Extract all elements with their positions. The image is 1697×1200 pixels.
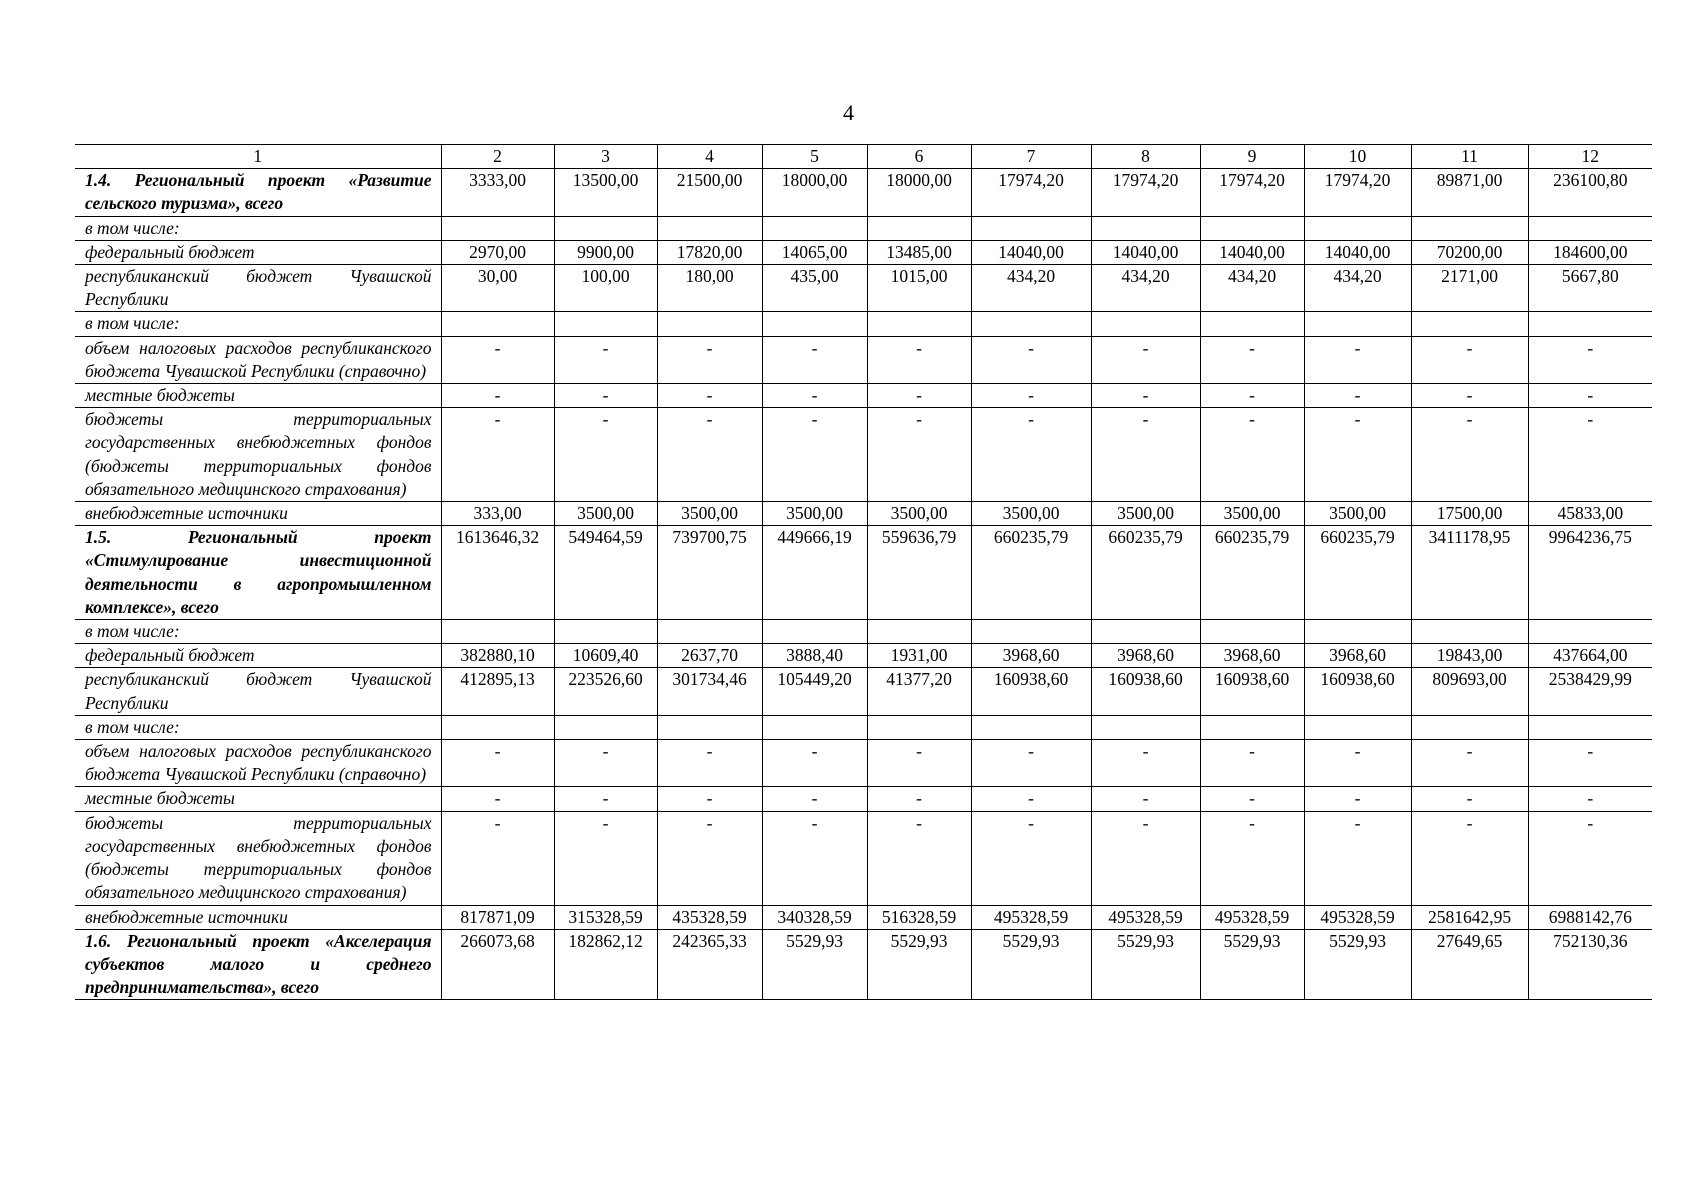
value-cell bbox=[762, 620, 867, 644]
value-cell: - bbox=[1200, 336, 1304, 383]
value-cell: 412895,13 bbox=[441, 668, 554, 715]
value-cell: - bbox=[971, 336, 1091, 383]
value-cell: 17974,20 bbox=[1200, 169, 1304, 216]
value-cell: 2970,00 bbox=[441, 240, 554, 264]
value-cell: - bbox=[867, 787, 971, 811]
value-cell bbox=[1304, 620, 1411, 644]
value-cell: - bbox=[762, 787, 867, 811]
value-cell bbox=[1200, 715, 1304, 739]
value-cell: - bbox=[1411, 384, 1528, 408]
value-cell bbox=[657, 620, 762, 644]
value-cell: 3333,00 bbox=[441, 169, 554, 216]
value-cell bbox=[971, 216, 1091, 240]
value-cell bbox=[441, 312, 554, 336]
value-cell: 495328,59 bbox=[971, 905, 1091, 929]
value-cell: 1613646,32 bbox=[441, 526, 554, 620]
value-cell bbox=[1411, 216, 1528, 240]
value-cell: 30,00 bbox=[441, 265, 554, 312]
value-cell: 559636,79 bbox=[867, 526, 971, 620]
value-cell: 21500,00 bbox=[657, 169, 762, 216]
value-cell bbox=[971, 620, 1091, 644]
value-cell: - bbox=[762, 740, 867, 787]
value-cell: 266073,68 bbox=[441, 929, 554, 1000]
value-cell: 10609,40 bbox=[554, 644, 657, 668]
value-cell: 3968,60 bbox=[1200, 644, 1304, 668]
value-cell: - bbox=[1411, 408, 1528, 502]
value-cell: 17820,00 bbox=[657, 240, 762, 264]
value-cell: - bbox=[867, 811, 971, 905]
value-cell: 3500,00 bbox=[1200, 502, 1304, 526]
value-cell bbox=[1200, 312, 1304, 336]
table-row bbox=[75, 384, 1652, 408]
header-cell-2: 2 bbox=[441, 145, 554, 169]
value-cell: 160938,60 bbox=[1200, 668, 1304, 715]
value-cell: 18000,00 bbox=[867, 169, 971, 216]
value-cell: - bbox=[1411, 336, 1528, 383]
value-cell: 1931,00 bbox=[867, 644, 971, 668]
value-cell: - bbox=[1200, 740, 1304, 787]
value-cell: 17974,20 bbox=[971, 169, 1091, 216]
page-number: 4 bbox=[843, 100, 854, 125]
value-cell: - bbox=[1200, 384, 1304, 408]
value-cell: 17500,00 bbox=[1411, 502, 1528, 526]
value-cell: 27649,65 bbox=[1411, 929, 1528, 1000]
value-cell: 434,20 bbox=[971, 265, 1091, 312]
value-cell: - bbox=[1304, 811, 1411, 905]
row-label: федеральный бюджет bbox=[75, 240, 441, 264]
row-label: местные бюджеты bbox=[75, 384, 441, 408]
row-label: федеральный бюджет bbox=[75, 644, 441, 668]
row-label: республиканский бюджет Чувашской Республики bbox=[75, 668, 441, 715]
value-cell bbox=[762, 715, 867, 739]
row-label: 1.6. Региональный проект «Акселерация субъектов малого и среднего предпринимательства», всего bbox=[75, 929, 441, 1000]
row-label: бюджеты территориальных государственных внебюджетных фондов (бюджеты территориальных фондов обязательного медицинского страхования) bbox=[75, 811, 441, 905]
value-cell: - bbox=[867, 336, 971, 383]
value-cell: 809693,00 bbox=[1411, 668, 1528, 715]
value-cell bbox=[1304, 216, 1411, 240]
value-cell: 2538429,99 bbox=[1528, 668, 1652, 715]
value-cell: - bbox=[554, 787, 657, 811]
value-cell: 160938,60 bbox=[1091, 668, 1200, 715]
table-row bbox=[75, 620, 1652, 644]
value-cell: 817871,09 bbox=[441, 905, 554, 929]
value-cell: 14040,00 bbox=[971, 240, 1091, 264]
value-cell: - bbox=[657, 384, 762, 408]
value-cell: 17974,20 bbox=[1304, 169, 1411, 216]
value-cell: - bbox=[1304, 408, 1411, 502]
value-cell bbox=[762, 216, 867, 240]
value-cell: - bbox=[867, 384, 971, 408]
value-cell bbox=[1091, 620, 1200, 644]
value-cell: 5529,93 bbox=[1091, 929, 1200, 1000]
value-cell bbox=[1411, 620, 1528, 644]
row-label: в том числе: bbox=[75, 312, 441, 336]
value-cell: 9900,00 bbox=[554, 240, 657, 264]
value-cell bbox=[1411, 312, 1528, 336]
value-cell: - bbox=[762, 408, 867, 502]
table-row bbox=[75, 644, 1652, 668]
value-cell: 660235,79 bbox=[1304, 526, 1411, 620]
value-cell: - bbox=[441, 787, 554, 811]
header-cell-7: 7 bbox=[971, 145, 1091, 169]
value-cell bbox=[1528, 620, 1652, 644]
value-cell: - bbox=[1091, 787, 1200, 811]
value-cell: - bbox=[867, 408, 971, 502]
value-cell bbox=[1091, 312, 1200, 336]
value-cell: 3968,60 bbox=[1091, 644, 1200, 668]
table-row bbox=[75, 811, 1652, 905]
value-cell: 14040,00 bbox=[1304, 240, 1411, 264]
value-cell: - bbox=[1304, 384, 1411, 408]
value-cell: - bbox=[1200, 811, 1304, 905]
value-cell: - bbox=[441, 408, 554, 502]
value-cell: - bbox=[867, 740, 971, 787]
value-cell bbox=[657, 216, 762, 240]
value-cell bbox=[554, 620, 657, 644]
value-cell: 315328,59 bbox=[554, 905, 657, 929]
value-cell: 89871,00 bbox=[1411, 169, 1528, 216]
value-cell: - bbox=[762, 811, 867, 905]
value-cell: 340328,59 bbox=[762, 905, 867, 929]
value-cell: - bbox=[554, 408, 657, 502]
row-label: бюджеты территориальных государственных внебюджетных фондов (бюджеты территориальных фондов обязательного медицинского страхования) bbox=[75, 408, 441, 502]
value-cell: 1015,00 bbox=[867, 265, 971, 312]
header-cell-1: 1 bbox=[75, 145, 441, 169]
section-row bbox=[75, 526, 1652, 620]
value-cell: 13500,00 bbox=[554, 169, 657, 216]
value-cell: 3500,00 bbox=[657, 502, 762, 526]
value-cell: 495328,59 bbox=[1200, 905, 1304, 929]
value-cell: - bbox=[441, 336, 554, 383]
value-cell bbox=[657, 312, 762, 336]
value-cell: 3500,00 bbox=[554, 502, 657, 526]
value-cell: 3500,00 bbox=[1304, 502, 1411, 526]
value-cell: - bbox=[1528, 740, 1652, 787]
value-cell: 5529,93 bbox=[971, 929, 1091, 1000]
header-cell-5: 5 bbox=[762, 145, 867, 169]
header-cell-11: 11 bbox=[1411, 145, 1528, 169]
value-cell: 382880,10 bbox=[441, 644, 554, 668]
value-cell bbox=[441, 620, 554, 644]
row-label: объем налоговых расходов республиканского бюджета Чувашской Республики (справочно) bbox=[75, 740, 441, 787]
value-cell: - bbox=[1528, 787, 1652, 811]
header-row bbox=[75, 145, 1652, 169]
value-cell: 660235,79 bbox=[1091, 526, 1200, 620]
value-cell: - bbox=[1091, 336, 1200, 383]
value-cell: 435328,59 bbox=[657, 905, 762, 929]
value-cell: - bbox=[1200, 408, 1304, 502]
value-cell: 3500,00 bbox=[762, 502, 867, 526]
value-cell bbox=[1091, 715, 1200, 739]
value-cell: - bbox=[657, 787, 762, 811]
value-cell bbox=[971, 715, 1091, 739]
header-cell-8: 8 bbox=[1091, 145, 1200, 169]
row-label: в том числе: bbox=[75, 620, 441, 644]
table-row bbox=[75, 240, 1652, 264]
value-cell bbox=[1200, 620, 1304, 644]
value-cell bbox=[441, 216, 554, 240]
row-label: 1.4. Региональный проект «Развитие сельского туризма», всего bbox=[75, 169, 441, 216]
value-cell: - bbox=[554, 740, 657, 787]
section-row bbox=[75, 169, 1652, 216]
value-cell bbox=[1091, 216, 1200, 240]
value-cell bbox=[1528, 715, 1652, 739]
value-cell: - bbox=[971, 408, 1091, 502]
value-cell bbox=[554, 312, 657, 336]
value-cell: - bbox=[1528, 408, 1652, 502]
header-cell-12: 12 bbox=[1528, 145, 1652, 169]
value-cell: 2637,70 bbox=[657, 644, 762, 668]
table-row bbox=[75, 787, 1652, 811]
value-cell: - bbox=[657, 811, 762, 905]
value-cell: 14040,00 bbox=[1091, 240, 1200, 264]
value-cell: 549464,59 bbox=[554, 526, 657, 620]
value-cell: 18000,00 bbox=[762, 169, 867, 216]
value-cell: 5667,80 bbox=[1528, 265, 1652, 312]
value-cell: 333,00 bbox=[441, 502, 554, 526]
value-cell: - bbox=[657, 408, 762, 502]
value-cell: 437664,00 bbox=[1528, 644, 1652, 668]
value-cell: 5529,93 bbox=[1304, 929, 1411, 1000]
value-cell: - bbox=[1091, 408, 1200, 502]
value-cell bbox=[1411, 715, 1528, 739]
value-cell: 752130,36 bbox=[1528, 929, 1652, 1000]
value-cell bbox=[867, 620, 971, 644]
value-cell: 434,20 bbox=[1304, 265, 1411, 312]
value-cell: - bbox=[1304, 787, 1411, 811]
header-cell-10: 10 bbox=[1304, 145, 1411, 169]
value-cell: - bbox=[1411, 740, 1528, 787]
value-cell: 660235,79 bbox=[971, 526, 1091, 620]
table-row bbox=[75, 216, 1652, 240]
value-cell: 3968,60 bbox=[971, 644, 1091, 668]
value-cell: 13485,00 bbox=[867, 240, 971, 264]
row-label: объем налоговых расходов республиканского бюджета Чувашской Республики (справочно) bbox=[75, 336, 441, 383]
value-cell bbox=[1528, 216, 1652, 240]
value-cell: 2581642,95 bbox=[1411, 905, 1528, 929]
header-cell-6: 6 bbox=[867, 145, 971, 169]
value-cell: - bbox=[971, 787, 1091, 811]
value-cell: 3500,00 bbox=[1091, 502, 1200, 526]
value-cell: 495328,59 bbox=[1304, 905, 1411, 929]
value-cell: 434,20 bbox=[1200, 265, 1304, 312]
value-cell: 516328,59 bbox=[867, 905, 971, 929]
value-cell: - bbox=[1304, 740, 1411, 787]
value-cell bbox=[554, 216, 657, 240]
value-cell: 5529,93 bbox=[762, 929, 867, 1000]
value-cell: 301734,46 bbox=[657, 668, 762, 715]
value-cell bbox=[971, 312, 1091, 336]
section-row bbox=[75, 929, 1652, 1000]
value-cell: - bbox=[1528, 811, 1652, 905]
value-cell: - bbox=[762, 384, 867, 408]
value-cell: - bbox=[1091, 384, 1200, 408]
value-cell: - bbox=[971, 811, 1091, 905]
value-cell: 45833,00 bbox=[1528, 502, 1652, 526]
value-cell: 5529,93 bbox=[1200, 929, 1304, 1000]
value-cell: - bbox=[971, 384, 1091, 408]
value-cell: 105449,20 bbox=[762, 668, 867, 715]
value-cell: 182862,12 bbox=[554, 929, 657, 1000]
value-cell: 3500,00 bbox=[971, 502, 1091, 526]
value-cell: - bbox=[1528, 384, 1652, 408]
value-cell: 236100,80 bbox=[1528, 169, 1652, 216]
value-cell: 184600,00 bbox=[1528, 240, 1652, 264]
row-label: в том числе: bbox=[75, 216, 441, 240]
value-cell: - bbox=[441, 811, 554, 905]
value-cell: 242365,33 bbox=[657, 929, 762, 1000]
value-cell: - bbox=[1200, 787, 1304, 811]
value-cell bbox=[657, 715, 762, 739]
value-cell bbox=[867, 216, 971, 240]
table-row bbox=[75, 905, 1652, 929]
value-cell: - bbox=[554, 384, 657, 408]
row-label: 1.5. Региональный проект «Стимулирование инвестиционной деятельности в агропромышленном комплексе», всего bbox=[75, 526, 441, 620]
value-cell: 9964236,75 bbox=[1528, 526, 1652, 620]
header-cell-4: 4 bbox=[657, 145, 762, 169]
value-cell: - bbox=[971, 740, 1091, 787]
value-cell: 2171,00 bbox=[1411, 265, 1528, 312]
value-cell: - bbox=[441, 384, 554, 408]
value-cell bbox=[867, 715, 971, 739]
value-cell: - bbox=[1091, 740, 1200, 787]
value-cell: 3500,00 bbox=[867, 502, 971, 526]
value-cell: 3888,40 bbox=[762, 644, 867, 668]
value-cell: 5529,93 bbox=[867, 929, 971, 1000]
budget-table bbox=[75, 144, 1652, 1000]
value-cell: 435,00 bbox=[762, 265, 867, 312]
value-cell: 449666,19 bbox=[762, 526, 867, 620]
value-cell bbox=[762, 312, 867, 336]
value-cell: 17974,20 bbox=[1091, 169, 1200, 216]
value-cell: - bbox=[441, 740, 554, 787]
value-cell bbox=[1304, 312, 1411, 336]
value-cell: 14040,00 bbox=[1200, 240, 1304, 264]
row-label: внебюджетные источники bbox=[75, 502, 441, 526]
value-cell: 41377,20 bbox=[867, 668, 971, 715]
value-cell: - bbox=[762, 336, 867, 383]
header-cell-3: 3 bbox=[554, 145, 657, 169]
value-cell: 434,20 bbox=[1091, 265, 1200, 312]
value-cell: - bbox=[1304, 336, 1411, 383]
table-row bbox=[75, 265, 1652, 312]
value-cell bbox=[1200, 216, 1304, 240]
value-cell: 160938,60 bbox=[1304, 668, 1411, 715]
value-cell: - bbox=[657, 740, 762, 787]
value-cell: - bbox=[554, 811, 657, 905]
row-label: республиканский бюджет Чувашской Республики bbox=[75, 265, 441, 312]
value-cell: - bbox=[1528, 336, 1652, 383]
value-cell: 180,00 bbox=[657, 265, 762, 312]
table-row bbox=[75, 336, 1652, 383]
value-cell: 70200,00 bbox=[1411, 240, 1528, 264]
row-label: в том числе: bbox=[75, 715, 441, 739]
row-label: внебюджетные источники bbox=[75, 905, 441, 929]
value-cell: 100,00 bbox=[554, 265, 657, 312]
value-cell: 223526,60 bbox=[554, 668, 657, 715]
table-row bbox=[75, 312, 1652, 336]
value-cell bbox=[441, 715, 554, 739]
value-cell: 14065,00 bbox=[762, 240, 867, 264]
value-cell: 495328,59 bbox=[1091, 905, 1200, 929]
value-cell: - bbox=[1411, 811, 1528, 905]
table-row bbox=[75, 668, 1652, 715]
value-cell bbox=[867, 312, 971, 336]
value-cell: - bbox=[657, 336, 762, 383]
value-cell: 3411178,95 bbox=[1411, 526, 1528, 620]
value-cell bbox=[554, 715, 657, 739]
value-cell: - bbox=[1411, 787, 1528, 811]
table-row bbox=[75, 408, 1652, 502]
table-body bbox=[75, 145, 1652, 1000]
value-cell bbox=[1304, 715, 1411, 739]
table-row bbox=[75, 740, 1652, 787]
value-cell bbox=[1528, 312, 1652, 336]
table-row bbox=[75, 715, 1652, 739]
value-cell: - bbox=[1091, 811, 1200, 905]
value-cell: 739700,75 bbox=[657, 526, 762, 620]
table-row bbox=[75, 502, 1652, 526]
header-cell-9: 9 bbox=[1200, 145, 1304, 169]
value-cell: 6988142,76 bbox=[1528, 905, 1652, 929]
value-cell: 19843,00 bbox=[1411, 644, 1528, 668]
row-label: местные бюджеты bbox=[75, 787, 441, 811]
value-cell: 3968,60 bbox=[1304, 644, 1411, 668]
value-cell: 660235,79 bbox=[1200, 526, 1304, 620]
value-cell: - bbox=[554, 336, 657, 383]
value-cell: 160938,60 bbox=[971, 668, 1091, 715]
